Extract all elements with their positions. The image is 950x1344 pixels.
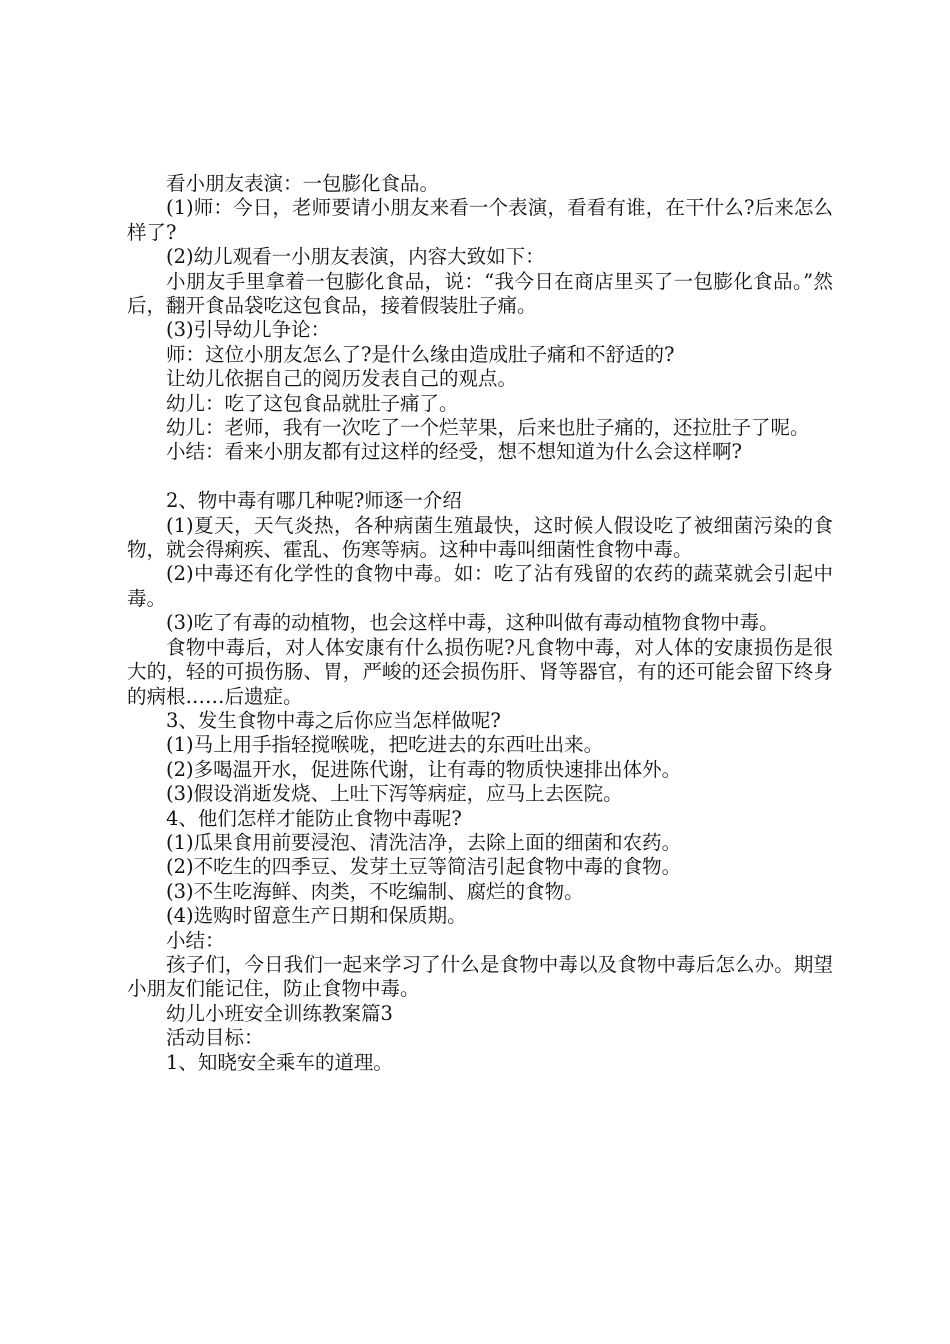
paragraph-action-1: (1)马上用手指轻搅喉咙，把吃进去的东西吐出来。 bbox=[166, 733, 604, 757]
paragraph-prevention-3: (3)不生吃海鲜、肉类，不吃编制、腐烂的食物。 bbox=[166, 879, 584, 903]
paragraph-summary-2: 孩子们，今日我们一起来学习了什么是食物中毒以及食物中毒后怎么办。期望小朋友们能记住，防止食物中毒。 bbox=[127, 952, 833, 1001]
paragraph-prevention-1: (1)瓜果食用前要浸泡、清洗洁净，去除上面的细菌和农药。 bbox=[166, 830, 682, 854]
lesson-title-3: 幼儿小班安全训练教案篇3 bbox=[166, 1001, 393, 1025]
paragraph-performance-title: 看小朋友表演：一包膨化食品。 bbox=[166, 172, 440, 195]
document-body bbox=[127, 172, 833, 1075]
paragraph-child-answer-2: 幼儿：老师，我有一次吃了一个烂苹果，后来也肚子痛的，还拉肚子了呢。 bbox=[166, 416, 810, 440]
activity-goal-1: 1、知晓安全乘车的道理。 bbox=[166, 1050, 393, 1074]
paragraph-step-1: (1)师：今日，老师要请小朋友来看一个表演，看看有谁，在干什么?后来怎么样了? bbox=[127, 196, 833, 244]
section-heading-2: 2、物中毒有哪几种呢?师逐一介绍 bbox=[166, 489, 462, 513]
paragraph-summary-1: 小结：看来小朋友都有过这样的经受，想不想知道为什么会这样啊? bbox=[166, 440, 742, 464]
section-heading-4: 4、他们怎样才能防止食物中毒呢? bbox=[166, 806, 462, 830]
paragraph-poisoning-type-1: (1)夏天，天气炎热，各种病菌生殖最快，这时候人假设吃了被细菌污染的食物，就会得痢疾、霍乱、伤寒等病。这种中毒叫细菌性食物中毒。 bbox=[127, 513, 833, 562]
paragraph-instruction: 让幼儿依据自己的阅历发表自己的观点。 bbox=[166, 367, 518, 391]
activity-goals-label: 活动目标： bbox=[166, 1026, 264, 1050]
paragraph-poisoning-type-2: (2)中毒还有化学性的食物中毒。如：吃了沾有残留的农药的蔬菜就会引起中毒。 bbox=[127, 562, 833, 610]
section-heading-3: 3、发生食物中毒之后你应当怎样做呢? bbox=[166, 708, 501, 732]
paragraph-performance-content: 小朋友手里拿着一包膨化食品，说：“我今日在商店里买了一包膨化食品。”然后，翻开食品袋吃这包食品，接着假装肚子痛。 bbox=[127, 269, 833, 318]
paragraph-teacher-question: 师：这位小朋友怎么了?是什么缘由造成肚子痛和不舒适的? bbox=[166, 342, 675, 366]
paragraph-step-2: (2)幼儿观看一小朋友表演，内容大致如下： bbox=[166, 245, 545, 269]
paragraph-health-damage: 食物中毒后，对人体安康有什么损伤呢?凡食物中毒，对人体的安康损伤是很大的，轻的可损伤肠、胃，严峻的还会损伤肝、肾等器官，有的还可能会留下终身的病根……后遗症。 bbox=[127, 635, 833, 708]
paragraph-prevention-2: (2)不吃生的四季豆、发芽土豆等简洁引起食物中毒的食物。 bbox=[166, 855, 682, 879]
paragraph-child-answer-1: 幼儿：吃了这包食品就肚子痛了。 bbox=[166, 391, 459, 415]
paragraph-prevention-4: (4)选购时留意生产日期和保质期。 bbox=[166, 904, 467, 928]
paragraph-step-3: (3)引导幼儿争论： bbox=[166, 318, 331, 342]
paragraph-action-2: (2)多喝温开水，促进陈代谢，让有毒的物质快速排出体外。 bbox=[166, 757, 682, 781]
paragraph-summary-label: 小结： bbox=[166, 928, 225, 952]
paragraph-action-3: (3)假设消逝发烧、上吐下泻等病症，应马上去医院。 bbox=[166, 782, 623, 806]
paragraph-poisoning-type-3: (3)吃了有毒的动植物，也会这样中毒，这种叫做有毒动植物食物中毒。 bbox=[166, 611, 779, 635]
